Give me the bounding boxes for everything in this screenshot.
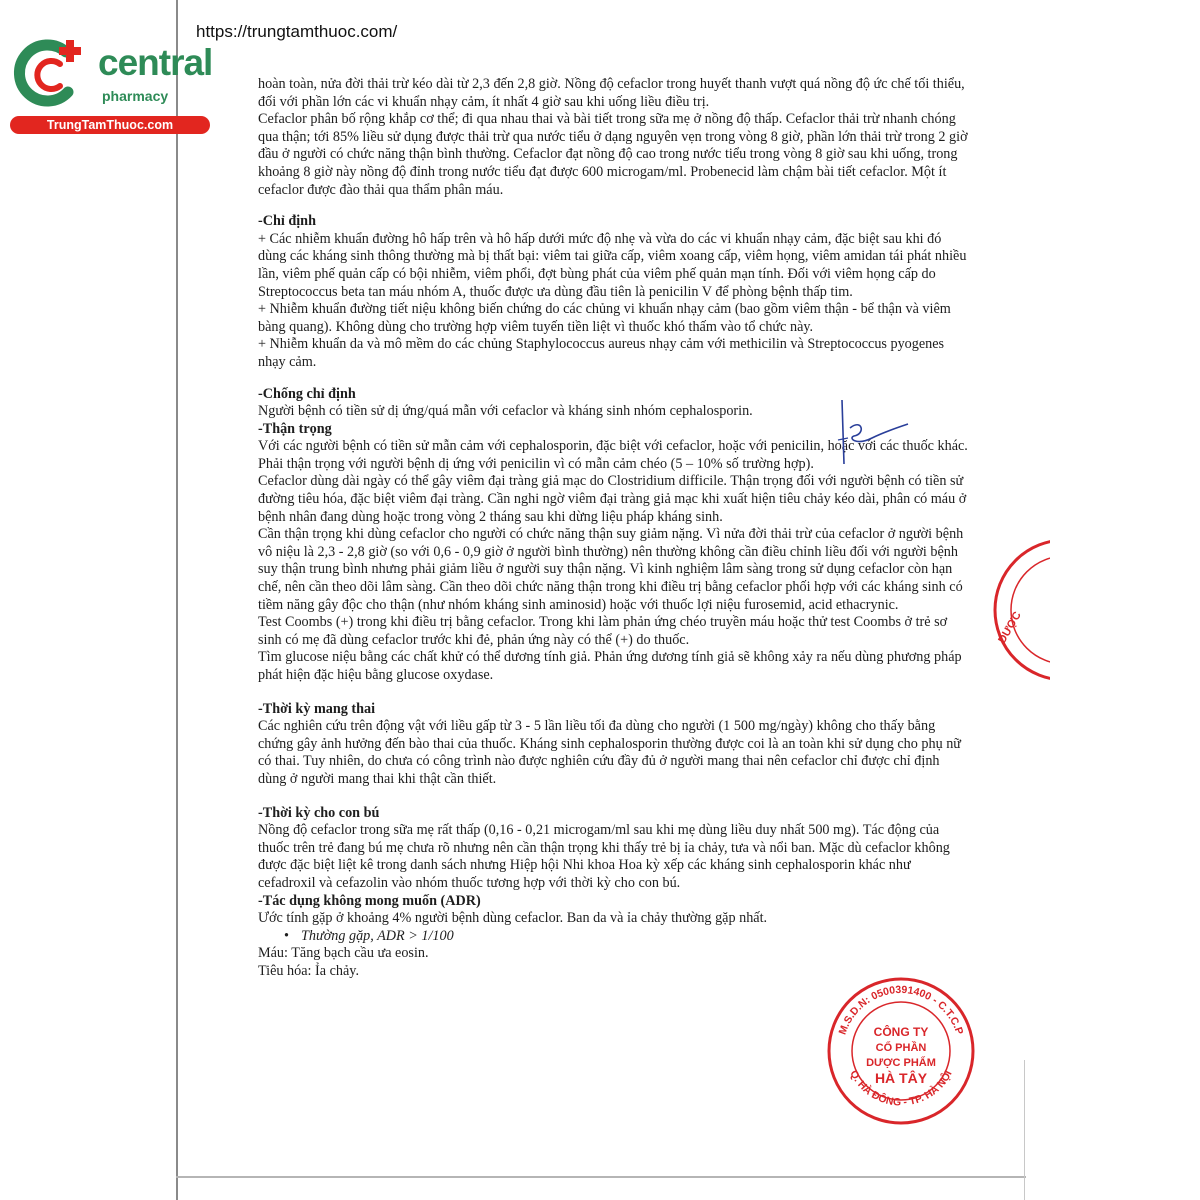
section-heading-pregnancy: -Thời kỳ mang thai (258, 700, 376, 717)
partial-company-stamp (990, 530, 1050, 690)
paragraph: Tìm glucose niệu bằng các chất khử có thể dương tính giả. Phản ứng dương tính giả sẽ không xảy ra nếu dùng phương pháp phát hiện đặc hiệu bằng glucose oxydase. (258, 649, 962, 683)
section-heading-contraindications: -Chống chỉ định (258, 385, 356, 402)
source-url[interactable]: https://trungtamthuoc.com/ (196, 22, 398, 41)
handwritten-signature-icon (832, 398, 912, 468)
page-bottom-border (176, 1176, 1026, 1178)
paragraph: Cefaclor dùng dài ngày có thể gây viêm đại tràng giả mạc do Clostridium difficile. Thận trọng đối với người bệnh có tiền sử đường tiêu hóa, đặc biệt viêm đại tràng. Cần nghi ngờ viêm đại tràng giả mạc khi xuất hiện tiêu chảy kéo dài, phân có máu ở bệnh nhân đang dùng hoặc trong vòng 2 tháng sau khi dừng liệu pháp kháng sinh. (258, 473, 967, 525)
stamp-ring-top: M.S.D.N: 0500391400 - C.T.C.P (836, 983, 966, 1037)
central-pharmacy-logo[interactable] (10, 36, 215, 136)
paragraph: Người bệnh có tiền sử dị ứng/quá mẫn với cefaclor và kháng sinh nhóm cephalosporin. (258, 403, 753, 420)
stamp-line-4: HÀ TÂY (874, 1070, 928, 1086)
paragraph: Cefaclor phân bố rộng khắp cơ thể; đi qua nhau thai và bài tiết trong sữa mẹ ở nồng độ thấp. Cefaclor thải trừ nhanh chóng qua thận; tới 85% liều sử dụng được thải trừ qua nước tiểu ở dạng nguyên vẹn trong vòng 8 giờ, phần lớn thải trừ trong 2 giờ đầu ở người có chức năng thận bình thường. Cefaclor đạt nồng độ cao trong nước tiểu trong vòng 8 giờ sau khi uống, trong khoảng 8 giờ này nồng độ đỉnh trong nước tiểu đạt được 600 microgam/ml. Probenecid làm chậm bài tiết cefaclor. Một ít cefaclor được đào thải qua thẩm phân máu. (258, 111, 968, 198)
paragraph: + Nhiễm khuẩn đường tiết niệu không biến chứng do các chủng vi khuẩn nhạy cảm (bao gồm viêm thận - bể thận và viêm bàng quang). Không dùng cho trường hợp viêm tuyến tiền liệt vì thuốc khó thấm vào tổ chức này. (258, 301, 951, 335)
paragraph: Test Coombs (+) trong khi điều trị bằng cefaclor. Trong khi làm phản ứng chéo truyền máu hoặc thử test Coombs ở trẻ sơ sinh có mẹ đã dùng cefaclor trước khi đẻ, phản ứng này có thể (+) do thuốc. (258, 614, 948, 648)
section-heading-precautions: -Thận trọng (258, 420, 332, 437)
section-heading-indications: -Chỉ định (258, 213, 316, 230)
side-stamp-text: DƯỢC (996, 609, 1024, 646)
page-right-border (1024, 1060, 1025, 1200)
stamp-line-3: DƯỢC PHẨM (866, 1057, 936, 1069)
paragraph: Cần thận trọng khi dùng cefaclor cho người có chức năng thận suy giảm nặng. Vì nửa đời thải trừ của cefaclor ở người bệnh vô niệu là 2,3 - 2,8 giờ (so với 0,6 - 0,9 giờ ở người bình thường) nên thường không cần điều chỉnh liều đối với người bệnh suy thận trung bình nhưng phải giảm liều ở người suy thận nặng. Vì kinh nghiệm lâm sàng trong sử dụng cefaclor còn hạn chế, nên cần theo dõi lâm sàng. Cần theo dõi chức năng thận trong khi điều trị bằng cefaclor phối hợp với các kháng sinh có tiềm năng gây độc cho thận (như nhóm kháng sinh aminosid) hoặc với thuốc lợi niệu furosemid, acid ethacrynic. (258, 526, 964, 613)
paragraph: + Các nhiễm khuẩn đường hô hấp trên và hô hấp dưới mức độ nhẹ và vừa do các vi khuẩn nhạy cảm, đặc biệt sau khi đó dùng các kháng sinh thông thường mà bị thất bại: viêm tai giữa cấp, viêm xoang cấp, viêm họng, viêm amidan tái phát nhiều lần, viêm phế quản cấp có bội nhiễm, viêm phổi, đợt bùng phát của viêm phế quản mạn tính. Đối với viêm họng cấp do Streptococcus beta tan máu nhóm A, thuốc được ưa dùng đầu tiên là penicilin V để phòng bệnh thấp tim. (258, 230, 967, 300)
paragraph: + Nhiễm khuẩn da và mô mềm do các chủng Staphylococcus aureus nhạy cảm với methicilin và Streptococcus pyogenes nhạy cảm. (258, 336, 945, 370)
company-stamp (826, 976, 976, 1126)
stamp-line-1: CÔNG TY (873, 1025, 929, 1039)
section-heading-lactation: -Thời kỳ cho con bú (258, 804, 380, 821)
paragraph: hoàn toàn, nửa đời thải trừ kéo dài từ 2,3 đến 2,8 giờ. Nồng độ cefaclor trong huyết thanh vượt quá nồng độ ức chế tối thiểu, đối với phần lớn các vi khuẩn nhạy cảm, ít nhất 4 giờ sau khi uống liều điều trị. (258, 76, 965, 110)
paragraph: Nồng độ cefaclor trong sữa mẹ rất thấp (0,16 - 0,21 microgam/ml sau khi mẹ dùng liều duy nhất 500 mg). Tác động của thuốc trên trẻ đang bú mẹ chưa rõ nhưng nên cần thận trọng khi thấy trẻ bị ỉa chảy, tưa và nổi ban. Mặc dù cefaclor không được đặc biệt liệt kê trong danh sách nhưng Hiệp hội Nhi khoa Hoa kỳ xếp các kháng sinh cephalosporin khác như cefadroxil và cefazolin vào nhóm thuốc tương hợp với thời kỳ cho con bú. (258, 822, 950, 891)
stamp-line-2: CỔ PHẦN (875, 1042, 927, 1054)
paragraph: Ước tính gặp ở khoảng 4% người bệnh dùng cefaclor. Ban da và ỉa chảy thường gặp nhất. (258, 910, 768, 927)
central-c-cross-icon (10, 36, 94, 116)
page-left-border (176, 0, 178, 1200)
list-item: • Thường gặp, ADR > 1/100 (258, 928, 970, 946)
paragraph: Máu: Tăng bạch cầu ưa eosin. (258, 945, 429, 962)
document-body (258, 76, 970, 981)
section-heading-adverse-reactions: -Tác dụng không mong muốn (ADR) (258, 892, 481, 909)
logo-banner: TrungTamThuoc.com (10, 116, 210, 134)
paragraph: Với các người bệnh có tiền sử mẫn cảm với cephalosporin, đặc biệt với cefaclor, hoặc với penicilin, hoặc với các thuốc khác. Phải thận trọng với người bệnh dị ứng với penicilin vì có mẫn cảm chéo (5 – 10% số trường hợp). (258, 438, 968, 472)
paragraph: Tiêu hóa: Ỉa chảy. (258, 962, 359, 979)
logo-brand: central (98, 42, 213, 83)
logo-subtitle: pharmacy (102, 88, 169, 104)
stamp-ring-bottom: Q. HÀ ĐÔNG - TP. HÀ NỘI (847, 1068, 955, 1109)
paragraph: Các nghiên cứu trên động vật với liều gấp từ 3 - 5 lần liều tối đa dùng cho người (1 500 mg/ngày) không cho thấy bằng chứng gây ảnh hưởng đến bào thai của thuốc. Kháng sinh cephalosporin thường được coi là an toàn khi sử dụng cho phụ nữ có thai. Tuy nhiên, do chưa có công trình nào được nghiên cứu đầy đủ ở người mang thai nên cefaclor chỉ được chỉ định dùng ở người mang thai khi thật cần thiết. (258, 718, 961, 787)
